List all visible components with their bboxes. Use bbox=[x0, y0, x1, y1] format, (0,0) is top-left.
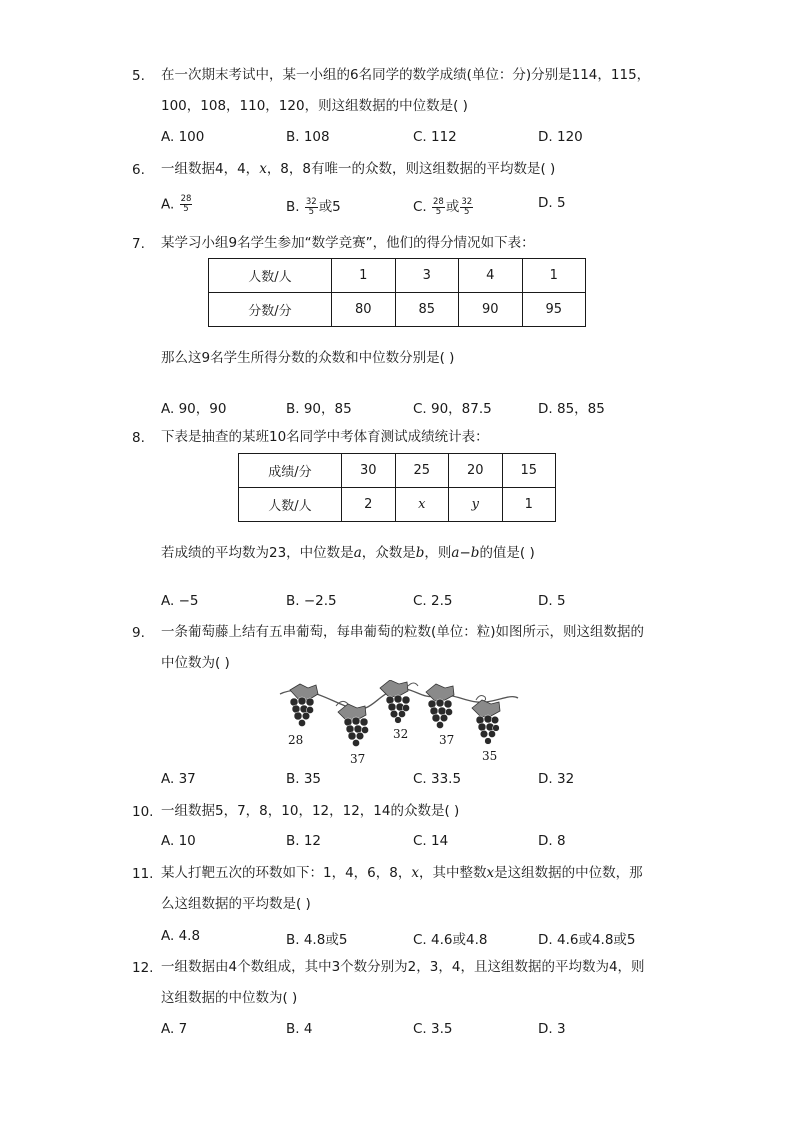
option-b[interactable]: B. 90，85 bbox=[286, 401, 352, 417]
question-text-part: 若成绩的平均数为23，中位数是 bbox=[161, 545, 354, 561]
options bbox=[161, 833, 681, 853]
option-d[interactable]: D. 8 bbox=[538, 833, 566, 849]
options bbox=[161, 593, 681, 613]
question-number: 5. bbox=[132, 68, 145, 84]
table-cell: 成绩/分 bbox=[239, 454, 342, 488]
table-cell: 1 bbox=[332, 259, 396, 293]
score-table bbox=[208, 258, 586, 327]
stem-line: 么这组数据的平均数是( ) bbox=[161, 896, 311, 912]
stem-line: 一条葡萄藤上结有五串葡萄，每串葡萄的粒数(单位：粒)如图所示，则这组数据的 bbox=[161, 624, 645, 640]
option-label: A. bbox=[161, 196, 175, 213]
table-cell: 95 bbox=[522, 293, 586, 327]
table-cell: 15 bbox=[502, 454, 556, 488]
fraction bbox=[180, 195, 193, 214]
question-stem: 下表是抽查的某班10名同学中考体育测试成绩统计表： bbox=[161, 429, 489, 445]
grape-count-label: 37 bbox=[350, 752, 366, 766]
fraction bbox=[432, 198, 445, 217]
option-d[interactable]: D. 4.6或4.8或5 bbox=[538, 932, 636, 948]
question-stem bbox=[161, 60, 681, 122]
variable-b: b bbox=[415, 545, 425, 561]
options bbox=[161, 771, 681, 791]
option-b[interactable]: B. 35 bbox=[286, 771, 322, 787]
option-a[interactable]: A. 37 bbox=[161, 771, 196, 787]
grape-count-label: 37 bbox=[439, 733, 455, 747]
option-b[interactable]: B. 12 bbox=[286, 833, 322, 849]
denominator: 5 bbox=[183, 204, 189, 214]
grade-table bbox=[238, 453, 556, 522]
table-cell: 2 bbox=[342, 488, 396, 522]
denominator: 5 bbox=[464, 206, 470, 217]
question-number: 7. bbox=[132, 236, 145, 252]
variable-a: a bbox=[451, 545, 460, 561]
question-stem bbox=[161, 858, 681, 920]
option-c[interactable]: C. 14 bbox=[413, 833, 449, 849]
table-cell: y bbox=[449, 488, 503, 522]
table-row bbox=[209, 259, 586, 293]
option-b[interactable]: B. 4 bbox=[286, 1021, 313, 1037]
option-c[interactable]: C. 2.5 bbox=[413, 593, 453, 609]
question-number: 10. bbox=[132, 804, 154, 820]
option-c[interactable]: C. 3.5 bbox=[413, 1021, 453, 1037]
numerator: 32 bbox=[461, 196, 473, 207]
table-cell: 20 bbox=[449, 454, 503, 488]
option-a[interactable]: A. 100 bbox=[161, 129, 205, 145]
option-label: C. bbox=[413, 199, 427, 215]
fraction bbox=[460, 198, 473, 217]
variable-x: x bbox=[486, 865, 495, 881]
variable-x: x bbox=[411, 865, 419, 881]
question-text-part: ，众数是 bbox=[361, 545, 416, 561]
table-cell: 人数/人 bbox=[239, 488, 342, 522]
grape-bunch-4 bbox=[426, 684, 454, 729]
option-c[interactable]: C. 90，87.5 bbox=[413, 401, 492, 417]
table-cell: 1 bbox=[502, 488, 556, 522]
grape-count-label: 35 bbox=[482, 749, 498, 763]
stem-line: 在一次期末考试中，某一小组的6名同学的数学成绩(单位：分)分别是114，115， bbox=[161, 67, 651, 83]
question-number: 12. bbox=[132, 960, 154, 976]
vine-tendril bbox=[336, 683, 486, 709]
stem-line: 中位数为( ) bbox=[161, 655, 230, 671]
table-cell: 25 bbox=[395, 454, 449, 488]
options bbox=[161, 129, 681, 149]
stem-text: ，其中整数 bbox=[418, 865, 487, 881]
option-d[interactable]: D. 120 bbox=[538, 129, 583, 145]
options bbox=[161, 928, 681, 948]
variable-b: b bbox=[470, 545, 480, 561]
option-b[interactable]: B. 108 bbox=[286, 129, 330, 145]
table-cell: 分数/分 bbox=[209, 293, 332, 327]
grape-count-label: 32 bbox=[393, 727, 409, 741]
table-cell: 4 bbox=[459, 259, 523, 293]
question-number: 11. bbox=[132, 866, 154, 882]
stem-text: 一组数据4，4， bbox=[161, 161, 260, 177]
question-stem bbox=[161, 952, 681, 1014]
table-cell: 80 bbox=[332, 293, 396, 327]
grape-bunch-1 bbox=[290, 684, 318, 727]
numerator: 28 bbox=[180, 194, 192, 204]
variable-a: a bbox=[353, 545, 362, 561]
table-row bbox=[209, 293, 586, 327]
stem-line: 这组数据的中位数为( ) bbox=[161, 990, 298, 1006]
options bbox=[161, 397, 681, 417]
question-number: 8. bbox=[132, 430, 145, 446]
grape-bunch-5 bbox=[472, 700, 500, 744]
option-text: 或 bbox=[445, 199, 460, 215]
question-stem bbox=[161, 154, 681, 185]
denominator: 5 bbox=[308, 206, 314, 217]
question-stem: 一组数据5，7，8，10，12，12，14的众数是( ) bbox=[161, 803, 460, 819]
grape-vine-figure bbox=[276, 680, 521, 768]
question-text bbox=[161, 538, 681, 569]
option-a[interactable]: A. 4.8 bbox=[161, 928, 201, 944]
leaf-icon bbox=[426, 684, 454, 701]
minus-sign: − bbox=[459, 545, 471, 561]
table-cell: 85 bbox=[395, 293, 459, 327]
option-c[interactable]: C. 4.6或4.8 bbox=[413, 932, 488, 948]
option-a[interactable]: A. −5 bbox=[161, 593, 199, 609]
question-number: 9. bbox=[132, 625, 145, 641]
option-d[interactable]: D. 32 bbox=[538, 771, 575, 787]
option-b[interactable] bbox=[286, 195, 341, 217]
stem-line bbox=[161, 858, 681, 889]
option-a[interactable]: A. 7 bbox=[161, 1021, 188, 1037]
grape-bunch-3 bbox=[380, 680, 410, 723]
numerator: 32 bbox=[305, 196, 317, 207]
stem-text: 某人打靶五次的环数如下：1，4，6，8， bbox=[161, 865, 412, 881]
option-label: B. bbox=[286, 199, 300, 215]
option-a[interactable]: A. 10 bbox=[161, 833, 196, 849]
option-d[interactable]: D. 5 bbox=[538, 593, 566, 609]
option-b[interactable]: B. −2.5 bbox=[286, 593, 337, 609]
table-cell: 人数/人 bbox=[209, 259, 332, 293]
option-d[interactable]: D. 85，85 bbox=[538, 401, 605, 417]
fraction bbox=[305, 198, 318, 217]
denominator: 5 bbox=[435, 206, 442, 217]
table-cell: 1 bbox=[522, 259, 586, 293]
question-text: 那么这9名学生所得分数的众数和中位数分别是( ) bbox=[161, 350, 455, 366]
question-stem bbox=[161, 617, 681, 679]
question-text-part: 的值是( ) bbox=[479, 545, 535, 561]
option-d[interactable]: D. 3 bbox=[538, 1021, 566, 1037]
table-cell: x bbox=[395, 488, 449, 522]
option-c[interactable]: C. 33.5 bbox=[413, 771, 462, 787]
option-d[interactable]: D. 5 bbox=[538, 195, 566, 211]
question-stem: 某学习小组9名学生参加“数学竞赛”，他们的得分情况如下表： bbox=[161, 235, 535, 251]
numerator: 28 bbox=[433, 196, 444, 207]
table-row bbox=[239, 488, 556, 522]
leaf-icon bbox=[472, 700, 500, 717]
table-row bbox=[239, 454, 556, 488]
option-c[interactable]: C. 112 bbox=[413, 129, 457, 145]
option-text: 或5 bbox=[318, 199, 341, 215]
stem-line: 100，108，110，120，则这组数据的中位数是( ) bbox=[161, 98, 468, 114]
question-text-part: ，则 bbox=[424, 545, 452, 561]
option-a[interactable] bbox=[161, 195, 193, 214]
stem-line: 一组数据由4个数组成，其中3个数分别为2，3，4，且这组数据的平均数为4，则 bbox=[161, 959, 645, 975]
option-c[interactable] bbox=[413, 195, 474, 217]
question-number: 6. bbox=[132, 162, 145, 178]
table-cell: 30 bbox=[342, 454, 396, 488]
options bbox=[161, 1021, 681, 1041]
table-cell: 3 bbox=[395, 259, 459, 293]
table-cell: 90 bbox=[459, 293, 523, 327]
grape-count-label: 28 bbox=[288, 733, 304, 747]
option-b[interactable]: B. 4.8或5 bbox=[286, 932, 348, 948]
options bbox=[161, 195, 681, 215]
grape-bunch-2 bbox=[338, 704, 369, 747]
stem-text: 是这组数据的中位数，那 bbox=[494, 865, 643, 881]
stem-text: ，8，8有唯一的众数，则这组数据的平均数是( ) bbox=[266, 161, 556, 177]
option-a[interactable]: A. 90，90 bbox=[161, 401, 227, 417]
variable-x: x bbox=[259, 161, 267, 177]
